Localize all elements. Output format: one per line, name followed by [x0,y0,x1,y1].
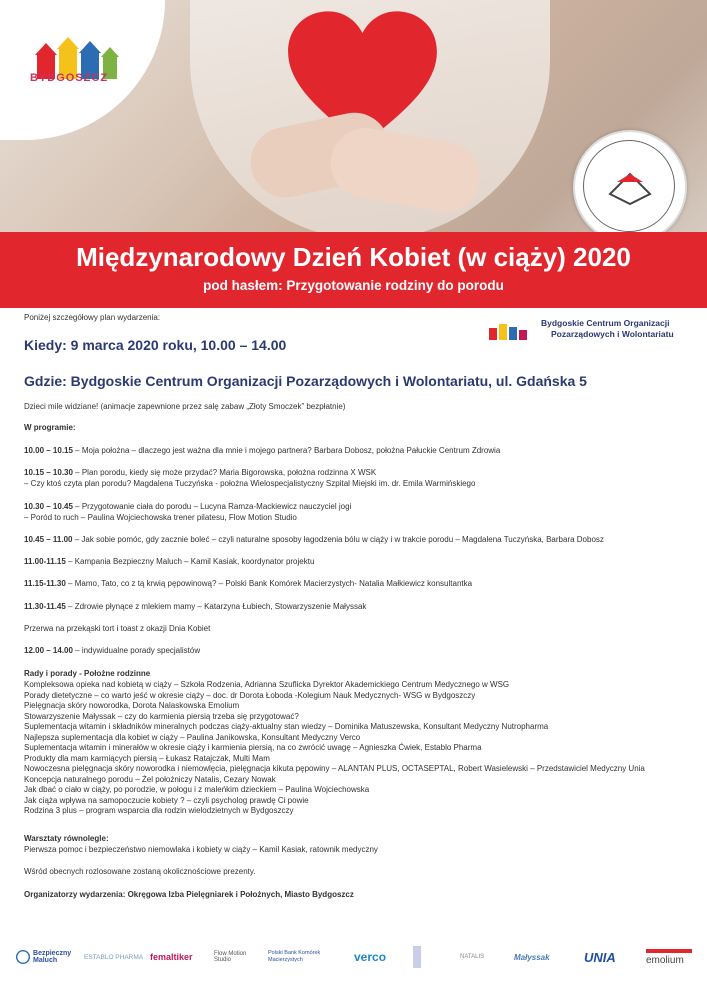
bcop-badge [471,308,707,353]
sponsor-logo [410,944,426,970]
advice-heading: Rady i porady - Położne rodzinne [24,669,151,678]
advice-item: Porady dietetyczne – co warto jeść w okresie ciąży – doc. dr Dorota Łoboda -Kolegium Nauk Medycznych- WSG w Bydgoszczy [24,690,476,700]
city-logo-text: BYDGOSZCZ [30,72,109,84]
sponsor-logo: femaltiker [150,952,193,962]
seal-emblem-icon [605,164,655,208]
advice-item: Najlepsza suplementacja dla kobiet w ciąży – Paulina Janikowska, Konsultant Medyczny Verco [24,732,361,742]
advice-item: Nowoczesna pielęgnacja skóry noworodka i niemowlęcia, pielęgnacja kikuta pępowiny – ALANTAN PLUS, OCTASEPTAL, Robert Wasielewski – Przedstawiciel Medyczny Unia [24,764,645,773]
program-item: Przerwa na przekąski tort i toast z okazji Dnia Kobiet [24,624,211,633]
advice-item: Suplementacja witamin i minerałów w okresie ciąży i karmienia piersią, na co zwrócić uwagę – Agnieszka Ćwiek, Establo Pharma [24,743,482,752]
advice-item: Stowarzyszenie Małyssak – czy do karmienia piersią trzeba się przygotować? [24,711,299,721]
advice-item: Produkty dla mam karmiących piersią – Łukasz Ratajczak, Multi Mam [24,753,270,763]
page-subtitle: pod hasłem: Przygotowanie rodziny do porodu [203,278,504,293]
advice-item: Pielęgnacja skóry noworodka, Dorota Nalaskowska Emolium [24,701,240,710]
workshops-text: Pierwsza pomoc i bezpieczeństwo niemowlaka i kobiety w ciąży – Kamil Kasiak, ratownik medyczny [24,845,378,854]
program-item: 11.00-11.15 – Kampania Bezpieczny Maluch – Kamil Kasiak, koordynator projektu [24,557,315,566]
program-heading: W programie: [24,423,76,432]
advice-item: Suplementacja witamin i składników mineralnych podczas ciąży-aktualny stan wiedzy – Dominika Matuszewska, Konsultant Medyczny Nutropharma [24,722,549,731]
bottle-icon [410,944,424,970]
emolium-bar [646,949,692,953]
bcop-name [541,318,701,340]
bcop-name-line1: Bydgoskie Centrum Organizacji [541,318,670,328]
advice-item: Jak ciąża wpływa na samopoczucie kobiety ? – czyli psycholog prawdę Ci powie [24,795,309,805]
organizers-text: Organizatorzy wydarzenia: Okręgowa Izba Pielęgniarek i Położnych, Miasto Bydgoszcz [24,890,354,899]
advice-item: Rodzina 3 plus – program wsparcia dla rodzin wielodzietnych w Bydgoszczy [24,806,294,815]
sponsor-logo: verco [354,950,387,964]
gifts-text: Wśród obecnych rozlosowane zostaną okolicznościowe prezenty. [24,867,256,876]
sponsor-logo: Bezpieczny Maluch [16,944,78,970]
program-item: 11.30-11.45 – Zdrowie płynące z mlekiem mamy – Katarzyna Łubiech, Stowarzyszenie Małyssak [24,602,367,611]
advice-item: Koncepcja naturalnego porodu – Żel położniczy Natalis, Cezary Nowak [24,774,276,784]
advice-item: Kompleksowa opieka nad kobietą w ciąży – Szkoła Rodzenia, Adrianna Szuflicka Dyrektor Akademickiego Centrum Medycznego w WSG [24,680,510,689]
program-item: 10.45 – 11.00 – Jak sobie pomóc, gdy zacznie boleć – czyli naturalne sposoby łagodzenia bólu w ciąży i w trakcie porodu – Magdalena Tuczyńska, Barbara Dobosz [24,535,604,544]
program-item: 10.30 – 10.45 – Przygotowanie ciała do porodu – Lucyna Ramza-Mackiewicz nauczyciel jogi [24,502,352,511]
sponsor-logo: Polski Bank Komórek Macierzystych [268,950,321,963]
sponsor-logo: emolium [646,944,700,970]
bydgoszcz-logo-icon [25,25,135,95]
program-item: – Czy ktoś czyta plan porodu? Magdalena Tuczyńska - położna Wielospecjalistyczny Szpital Miejski im. dr. Emila Warmińskiego [24,479,476,488]
advice-item: Jak dbać o ciało w ciąży, po porodzie, w połogu i z maleńkim dzieckiem – Paulina Wojciechowska [24,785,370,794]
sponsor-logo: NATALIS [460,954,485,960]
program-item: 11.15-11.30 – Mamo, Tato, co z tą krwią pępowinową? – Polski Bank Komórek Macierzystych- Natalia Małkiewicz konsultantka [24,579,473,588]
program-item: – Poród to ruch – Paulina Wojciechowska trener pilatesu, Flow Motion Studio [24,513,297,522]
program-item: 10.15 – 10.30 – Plan porodu, kiedy się może przydać? Maria Bigorowska, położna rodzinna X WSK [24,468,377,477]
program-item: 12.00 – 14.00 – indywidualne porady specjalistów [24,646,201,655]
title-banner [0,232,707,308]
event-where: Gdzie: Bydgoskie Centrum Organizacji Pozarządowych i Wolontariatu, ul. Gdańska 5 [24,373,587,389]
page-title: Międzynarodowy Dzień Kobiet (w ciąży) 2020 [76,242,631,272]
sponsor-logo: ESTABLO PHARMA [84,953,144,961]
bcop-name-line2: Pozarządowych i Wolontariatu [551,329,674,339]
event-when: Kiedy: 9 marca 2020 roku, 10.00 – 14.00 [24,337,287,353]
intro-text: Poniżej szczegółowy plan wydarzenia: [24,313,161,322]
workshops-heading: Warsztaty równolegle: [24,834,109,843]
bcop-logo-icon [487,318,531,342]
baby-icon [16,947,30,967]
sponsor-logo: Małyssak [514,952,550,962]
nursing-chamber-seal [573,130,687,244]
kids-note: Dzieci mile widziane! (animacje zapewnione przez salę zabaw „Złoty Smoczek” bezpłatnie) [24,402,346,411]
sponsor-logo: UNIA [584,949,616,965]
program-item: 10.00 – 10.15 – Moja położna – dlaczego jest ważna dla mnie i mojego partnera? Barbara Dobosz, położna Pałuckie Centrum Zdrowia [24,446,501,455]
sponsor-logo: Flow Motion Studio [214,951,247,963]
